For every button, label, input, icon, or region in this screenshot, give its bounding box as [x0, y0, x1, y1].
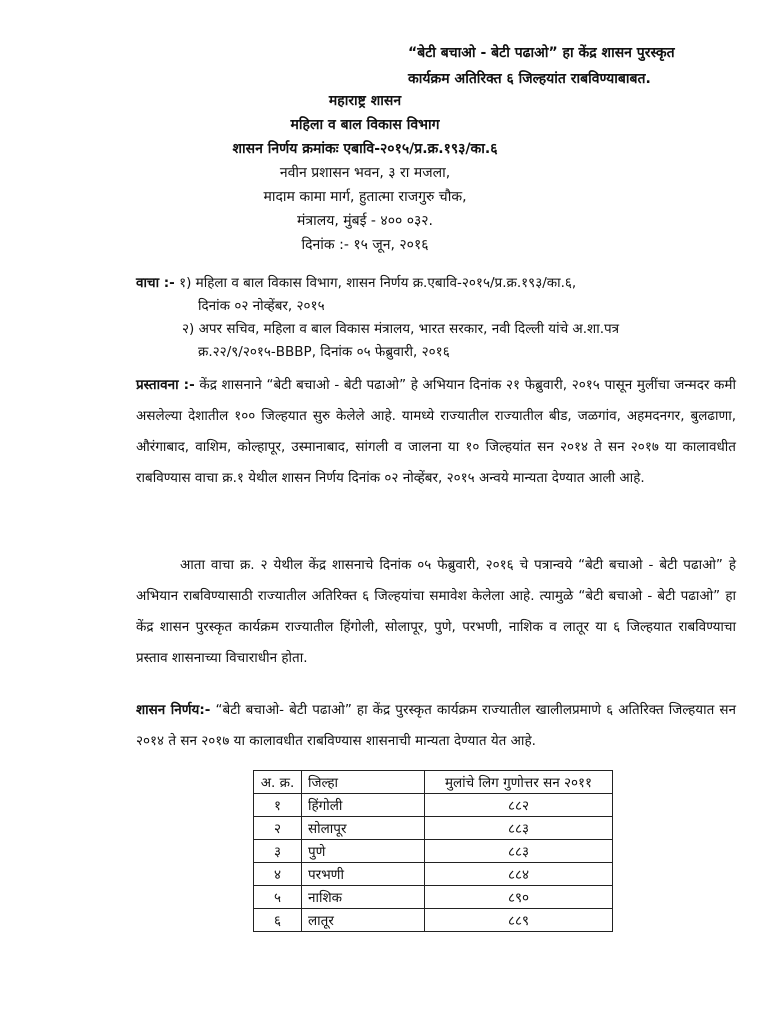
cell-ratio: ८८३ [425, 840, 613, 863]
cell-district: लातूर [302, 909, 425, 932]
subject-block [408, 40, 748, 92]
address-line-2: मादाम कामा मार्ग, हुतात्मा राजगुरु चौक, [263, 189, 467, 205]
cell-serial: ५ [254, 886, 302, 909]
subject-line-2: कार्यक्रम अतिरिक्त ६ जिल्हयांत राबविण्याबाबत. [408, 71, 651, 87]
cell-ratio: ८८४ [425, 863, 613, 886]
table-row [254, 886, 613, 909]
cell-district: हिंगोली [302, 794, 425, 817]
address-line-1: नवीन प्रशासन भवन, ३ रा मजला, [279, 165, 451, 181]
reference-1-text: १) महिला व बाल विकास विभाग, शासन निर्णय क्र.एबावि-२०१५/प्र.क्र.१९३/का.६, [174, 275, 577, 291]
reference-1-line-1 [136, 272, 736, 295]
address-line-3: मंत्रालय, मुंबई - ४०० ०३२. [296, 213, 433, 229]
table-row [254, 840, 613, 863]
districts-table [253, 770, 613, 932]
table-row [254, 863, 613, 886]
decision-paragraph [136, 695, 736, 757]
gr-number: शासन निर्णय क्रमांकः एबावि-२०१५/प्र.क्र.१९३/का.६ [232, 141, 498, 157]
table-row [254, 909, 613, 932]
preamble-label: प्रस्तावना :- [136, 377, 195, 393]
cell-serial: २ [254, 817, 302, 840]
cell-serial: ३ [254, 840, 302, 863]
reference-1-line-2: दिनांक ०२ नोव्हेंबर, २०१५ [198, 298, 325, 314]
cell-district: पुणे [302, 840, 425, 863]
cell-serial: १ [254, 794, 302, 817]
decision-text: “बेटी बचाओ- बेटी पढाओ” हा केंद्र पुरस्कृत कार्यक्रम राज्यातील खालीलप्रमाणे ६ अतिरिक्त जिल्हयात सन २०१४ ते सन २०१७ या कालावधीत राबविण्यास शासनाची मान्यता देण्यात येत आहे. [136, 702, 737, 749]
department-name: महिला व बाल विकास विभाग [290, 117, 440, 133]
cell-district: सोलापूर [302, 817, 425, 840]
header-district: जिल्हा [302, 771, 425, 794]
preamble-paragraph [136, 370, 736, 494]
preamble-text: केंद्र शासनाने “बेटी बचाओ - बेटी पढाओ” हे अभियान दिनांक २१ फेब्रुवारी, २०१५ पासून मुलींचा जन्मदर कमी असलेल्या देशातील १०० जिल्हयात सुरु केलेले आहे. यामध्ये राज्यातील राज्यातील बीड, जळगांव, अहमदनगर, बुलढाणा, औरंगाबाद, वाशिम, कोल्हापूर, उस्मानाबाद, सांगली व जालना या १० जिल्हयांत सन २०१४ ते सन २०१७ या कालावधीत राबविण्यास वाचा क्र.१ येथील शासन निर्णय दिनांक ०२ नोव्हेंबर, २०१५ अन्वये मान्यता देण्यात आली आहे. [136, 377, 736, 486]
cell-district: नाशिक [302, 886, 425, 909]
cell-ratio: ८८९ [425, 909, 613, 932]
references-label: वाचा :- [136, 275, 175, 291]
table-row [254, 794, 613, 817]
govt-name: महाराष्ट्र शासन [328, 93, 402, 109]
cell-ratio: ८८३ [425, 817, 613, 840]
cell-serial: ४ [254, 863, 302, 886]
cell-ratio: ८८२ [425, 794, 613, 817]
issue-date: दिनांक :- १५ जून, २०१६ [301, 237, 429, 253]
decision-label: शासन निर्णय:- [136, 702, 211, 718]
second-paragraph: आता वाचा क्र. २ येथील केंद्र शासनाचे दिनांक ०५ फेब्रुवारी, २०१६ चे पत्रान्वये “बेटी बचाओ - बेटी पढाओ” हे अभियान राबविण्यासाठी राज्यातील अतिरिक्त ६ जिल्हयांचा समावेश केलेला आहे. त्यामुळे “बेटी बचाओ - बेटी पढाओ” हा केंद्र शासन पुरस्कृत कार्यक्रम राज्यातील हिंगोली, सोलापूर, पुणे, परभणी, नाशिक व लातूर या ६ जिल्हयात राबविण्याचा प्रस्ताव शासनाच्या विचाराधीन होता. [136, 557, 736, 666]
table-row [254, 817, 613, 840]
references-block [136, 272, 736, 364]
cell-district: परभणी [302, 863, 425, 886]
header-serial: अ. क्र. [254, 771, 302, 794]
cell-serial: ६ [254, 909, 302, 932]
subject-line-1: “बेटी बचाओ - बेटी पढाओ” हा केंद्र शासन पुरस्कृत [408, 45, 675, 61]
reference-2-line-1: २) अपर सचिव, महिला व बाल विकास मंत्रालय, भारत सरकार, नवी दिल्ली यांचे अ.शा.पत्र [182, 321, 620, 337]
cell-ratio: ८९० [425, 886, 613, 909]
reference-2-line-2: क्र.२२/९/२०१५-BBBP, दिनांक ०५ फेब्रुवारी, २०१६ [198, 344, 450, 360]
header-sex-ratio: मुलांचे लिग गुणोत्तर सन २०११ [425, 771, 613, 794]
table-header-row [254, 771, 613, 794]
